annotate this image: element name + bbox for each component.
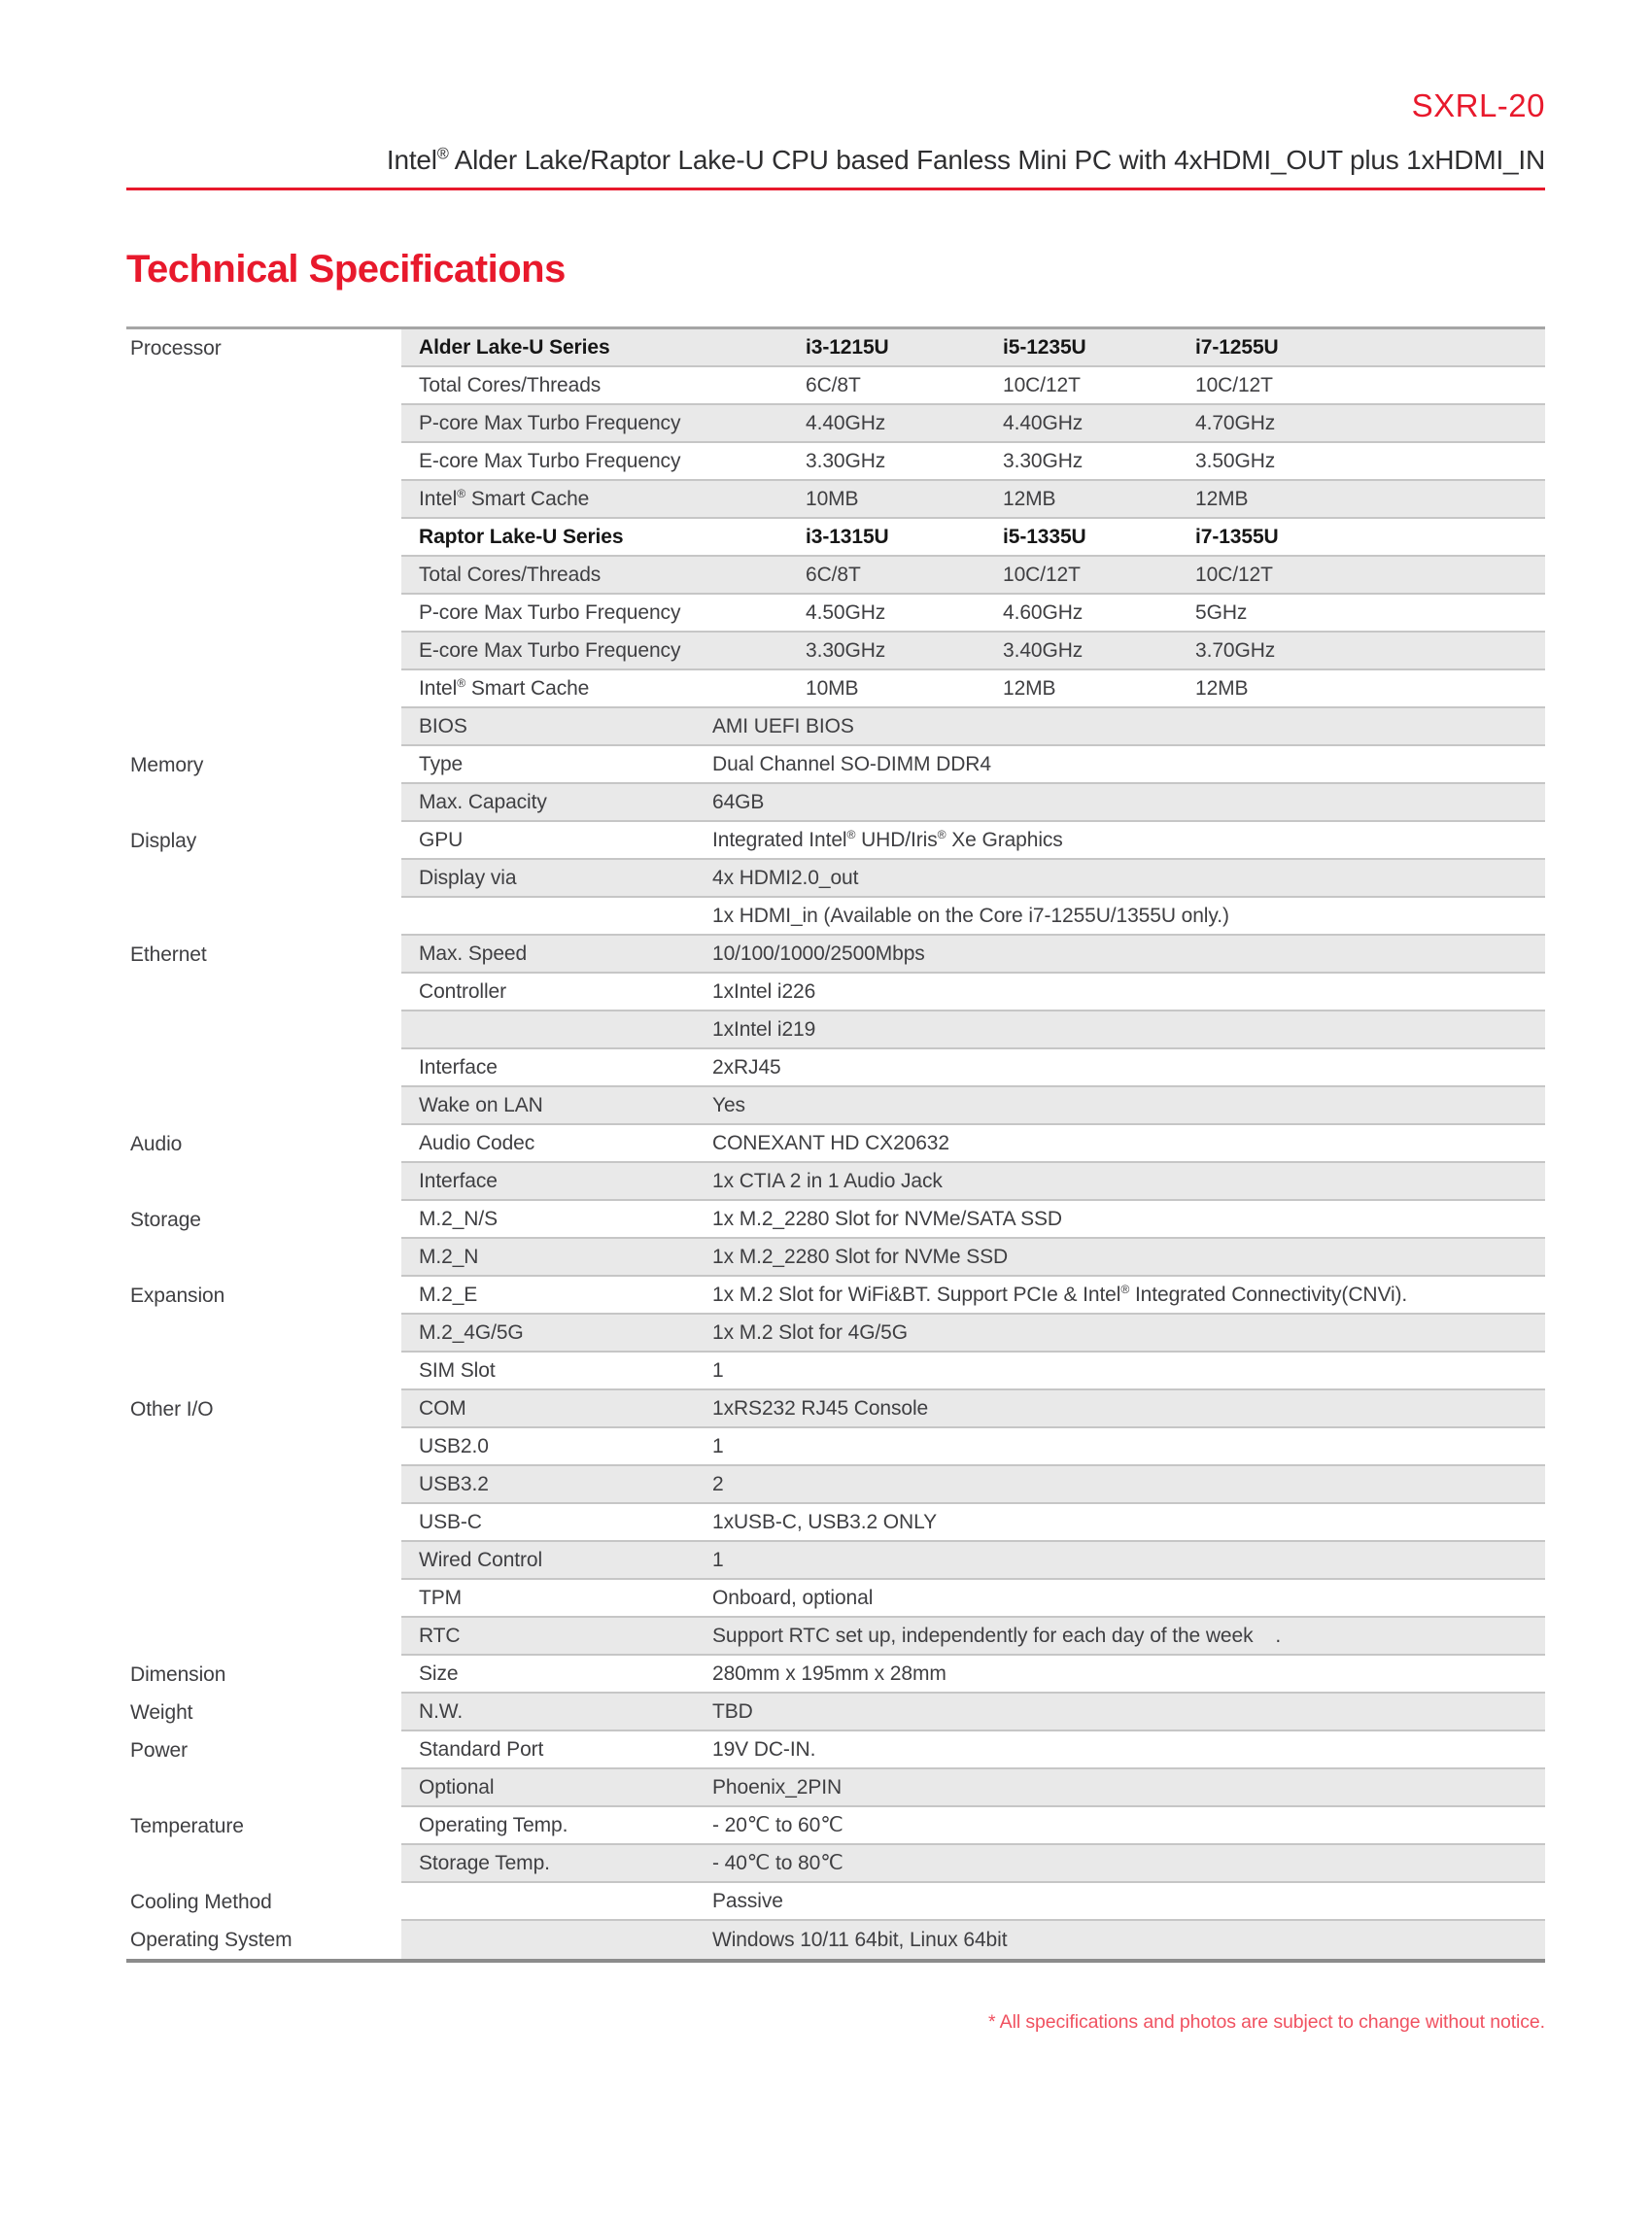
cpu-value: 10C/12T	[1003, 373, 1081, 396]
row-body	[401, 936, 1545, 974]
category-label: Other I/O	[126, 1390, 401, 1428]
table-row	[126, 595, 1545, 633]
table-row	[126, 936, 1545, 974]
spec-value: 2xRJ45	[712, 1055, 781, 1079]
cpu-value: 12MB	[1195, 676, 1249, 700]
spec-value: 1xUSB-C, USB3.2 ONLY	[712, 1510, 938, 1533]
row-body	[401, 1125, 1545, 1163]
table-row	[126, 1807, 1545, 1845]
table-row	[126, 1694, 1545, 1731]
row-body	[401, 670, 1545, 708]
row-body	[401, 1315, 1545, 1353]
spec-label: Display via	[419, 866, 517, 889]
row-body	[401, 1049, 1545, 1087]
row-body	[401, 1807, 1545, 1845]
category-label	[126, 670, 401, 708]
spec-label: BIOS	[419, 714, 467, 737]
table-row	[126, 1239, 1545, 1277]
spec-value: 1x M.2 Slot for 4G/5G	[712, 1320, 908, 1344]
spec-label: Max. Capacity	[419, 790, 547, 813]
row-body	[401, 746, 1545, 784]
row-body	[401, 595, 1545, 633]
category-label: Weight	[126, 1694, 401, 1731]
spec-value: 1x CTIA 2 in 1 Audio Jack	[712, 1169, 943, 1192]
section-title: Technical Specifications	[126, 248, 566, 291]
table-row	[126, 443, 1545, 481]
table-row	[126, 1011, 1545, 1049]
spec-value: - 20℃ to 60℃	[712, 1814, 843, 1836]
spec-value: Windows 10/11 64bit, Linux 64bit	[712, 1928, 1008, 1951]
spec-label: Max. Speed	[419, 942, 528, 965]
spec-label: Interface	[419, 1169, 498, 1192]
row-body	[401, 1201, 1545, 1239]
row-body	[401, 1087, 1545, 1125]
table-row	[126, 898, 1545, 936]
category-label	[126, 1618, 401, 1656]
category-label	[126, 1580, 401, 1618]
product-code: SXRL-20	[1411, 87, 1545, 123]
category-label	[126, 367, 401, 405]
spec-label: Interface	[419, 1055, 498, 1079]
cpu-value: 10C/12T	[1003, 563, 1081, 586]
cpu-value: 4.50GHz	[806, 600, 886, 624]
row-body	[401, 1769, 1545, 1807]
header-divider	[126, 188, 1545, 190]
table-row	[126, 1125, 1545, 1163]
spec-label: Operating Temp.	[419, 1813, 568, 1836]
spec-value: 1x M.2_2280 Slot for NVMe SSD	[712, 1245, 1009, 1268]
row-body	[401, 860, 1545, 898]
spec-value: Integrated Intel® UHD/Iris® Xe Graphics	[712, 827, 1063, 851]
spec-label: Size	[419, 1662, 459, 1685]
table-row	[126, 1618, 1545, 1656]
row-body	[401, 898, 1545, 936]
spec-label: TPM	[419, 1586, 463, 1609]
category-label: Ethernet	[126, 936, 401, 974]
row-body	[401, 481, 1545, 519]
table-row	[126, 974, 1545, 1011]
spec-value: Phoenix_2PIN	[712, 1775, 843, 1799]
spec-value: 1	[712, 1548, 724, 1571]
category-label	[126, 1011, 401, 1049]
category-label	[126, 443, 401, 481]
category-label	[126, 708, 401, 746]
table-row	[126, 1087, 1545, 1125]
cpu-value: 4.60GHz	[1003, 600, 1084, 624]
table-row	[126, 1542, 1545, 1580]
cpu-value: 10MB	[806, 676, 859, 700]
spec-label: USB-C	[419, 1510, 482, 1533]
table-row	[126, 1049, 1545, 1087]
category-label	[126, 898, 401, 936]
footnote: * All specifications and photos are subject to change without notice.	[987, 2011, 1545, 2033]
table-row	[126, 1731, 1545, 1769]
category-label: Expansion	[126, 1277, 401, 1315]
spec-label: N.W.	[419, 1699, 464, 1723]
category-label	[126, 1428, 401, 1466]
category-label	[126, 860, 401, 898]
table-row	[126, 1466, 1545, 1504]
table-row	[126, 822, 1545, 860]
table-row	[126, 1315, 1545, 1353]
row-body	[401, 1011, 1545, 1049]
cpu-value: 4.40GHz	[806, 411, 886, 434]
category-label	[126, 1315, 401, 1353]
row-body	[401, 1428, 1545, 1466]
row-body	[401, 1656, 1545, 1694]
spec-value: - 40℃ to 80℃	[712, 1852, 843, 1874]
cpu-value: 4.40GHz	[1003, 411, 1084, 434]
category-label: Memory	[126, 746, 401, 784]
spec-value: 1	[712, 1358, 724, 1382]
spec-label: Intel® Smart Cache	[419, 675, 590, 700]
spec-value: 10/100/1000/2500Mbps	[712, 942, 925, 965]
spec-value: Passive	[712, 1889, 783, 1912]
cpu-value: 10C/12T	[1195, 373, 1273, 396]
category-label	[126, 633, 401, 670]
row-body	[401, 1921, 1545, 1959]
table-row	[126, 670, 1545, 708]
table-row	[126, 1201, 1545, 1239]
spec-value: 1xRS232 RJ45 Console	[712, 1396, 929, 1420]
category-label: Operating System	[126, 1921, 401, 1959]
spec-value: AMI UEFI BIOS	[712, 714, 854, 737]
cpu-value: 6C/8T	[806, 373, 861, 396]
table-row	[126, 367, 1545, 405]
row-body	[401, 1277, 1545, 1315]
spec-table	[126, 326, 1545, 1963]
cpu-value: 12MB	[1195, 487, 1249, 510]
row-body	[401, 1731, 1545, 1769]
row-body	[401, 1504, 1545, 1542]
spec-value: 280mm x 195mm x 28mm	[712, 1662, 946, 1685]
spec-value: 1x M.2 Slot for WiFi&BT. Support PCIe & Intel® Integrated Connectivity(CNVi).	[712, 1282, 1408, 1306]
category-label	[126, 1087, 401, 1125]
table-row	[126, 633, 1545, 670]
spec-value: Support RTC set up, independently for each day of the week .	[712, 1624, 1282, 1647]
table-row	[126, 1277, 1545, 1315]
category-label: Dimension	[126, 1656, 401, 1694]
spec-value: Yes	[712, 1093, 745, 1116]
row-body	[401, 1466, 1545, 1504]
spec-value: 2	[712, 1472, 724, 1495]
category-label	[126, 519, 401, 557]
category-label	[126, 784, 401, 822]
spec-label: Audio Codec	[419, 1131, 535, 1154]
table-row	[126, 1504, 1545, 1542]
spec-label: Alder Lake-U Series	[419, 335, 610, 359]
row-body	[401, 1580, 1545, 1618]
spec-label: E-core Max Turbo Frequency	[419, 449, 681, 472]
category-label	[126, 481, 401, 519]
cpu-value: 5GHz	[1195, 600, 1248, 624]
category-label: Temperature	[126, 1807, 401, 1845]
row-body	[401, 1883, 1545, 1921]
table-row	[126, 784, 1545, 822]
table-row	[126, 1163, 1545, 1201]
row-body	[401, 1694, 1545, 1731]
spec-label: Total Cores/Threads	[419, 563, 602, 586]
cpu-value: 3.30GHz	[806, 449, 886, 472]
category-label: Cooling Method	[126, 1883, 401, 1921]
cpu-value: i5-1235U	[1003, 335, 1086, 359]
category-label	[126, 1466, 401, 1504]
category-label	[126, 1353, 401, 1390]
spec-label: Storage Temp.	[419, 1851, 550, 1874]
spec-value: CONEXANT HD CX20632	[712, 1131, 949, 1154]
spec-label: P-core Max Turbo Frequency	[419, 411, 681, 434]
spec-label: RTC	[419, 1624, 461, 1647]
cpu-value: 3.70GHz	[1195, 638, 1276, 662]
spec-label: M.2_N	[419, 1245, 479, 1268]
cpu-value: 3.50GHz	[1195, 449, 1276, 472]
table-row	[126, 1845, 1545, 1883]
category-label	[126, 1504, 401, 1542]
spec-label: Intel® Smart Cache	[419, 486, 590, 510]
table-row	[126, 1580, 1545, 1618]
table-row	[126, 1353, 1545, 1390]
row-body	[401, 1390, 1545, 1428]
table-row	[126, 1656, 1545, 1694]
cpu-value: i3-1315U	[806, 525, 889, 548]
table-row	[126, 860, 1545, 898]
row-body	[401, 1353, 1545, 1390]
spec-sheet-page	[0, 89, 1652, 2034]
spec-value: 64GB	[712, 790, 765, 813]
spec-label: M.2_E	[419, 1283, 478, 1306]
category-label: Power	[126, 1731, 401, 1769]
row-body	[401, 1542, 1545, 1580]
row-body	[401, 367, 1545, 405]
spec-label: Type	[419, 752, 464, 775]
table-row	[126, 329, 1545, 367]
spec-label: Standard Port	[419, 1737, 544, 1761]
row-body	[401, 329, 1545, 367]
spec-label: Controller	[419, 979, 507, 1003]
spec-label: Wired Control	[419, 1548, 543, 1571]
category-label	[126, 974, 401, 1011]
category-label	[126, 595, 401, 633]
table-row	[126, 519, 1545, 557]
table-row	[126, 1883, 1545, 1921]
spec-value: 1	[712, 1434, 724, 1457]
spec-label: COM	[419, 1396, 466, 1420]
category-label	[126, 1163, 401, 1201]
category-label: Audio	[126, 1125, 401, 1163]
spec-label: M.2_4G/5G	[419, 1320, 524, 1344]
table-row	[126, 557, 1545, 595]
product-subtitle: Intel® Alder Lake/Raptor Lake-U CPU based Fanless Mini PC with 4xHDMI_OUT plus 1xHDMI_IN	[386, 145, 1545, 175]
row-body	[401, 784, 1545, 822]
category-label	[126, 1845, 401, 1883]
spec-value: 1x HDMI_in (Available on the Core i7-1255U/1355U only.)	[712, 904, 1229, 927]
cpu-value: i7-1255U	[1195, 335, 1279, 359]
cpu-value: 10C/12T	[1195, 563, 1273, 586]
spec-label: E-core Max Turbo Frequency	[419, 638, 681, 662]
cpu-value: 10MB	[806, 487, 859, 510]
row-body	[401, 974, 1545, 1011]
spec-label: USB2.0	[419, 1434, 489, 1457]
cpu-value: 6C/8T	[806, 563, 861, 586]
spec-value: 19V DC-IN.	[712, 1737, 816, 1761]
cpu-value: i5-1335U	[1003, 525, 1086, 548]
row-body	[401, 519, 1545, 557]
row-body	[401, 405, 1545, 443]
category-label: Storage	[126, 1201, 401, 1239]
table-row	[126, 746, 1545, 784]
spec-value: 1x M.2_2280 Slot for NVMe/SATA SSD	[712, 1207, 1062, 1230]
row-body	[401, 1239, 1545, 1277]
spec-label: SIM Slot	[419, 1358, 496, 1382]
spec-value: Dual Channel SO-DIMM DDR4	[712, 752, 991, 775]
category-label	[126, 1542, 401, 1580]
cpu-value: i7-1355U	[1195, 525, 1279, 548]
spec-label: Wake on LAN	[419, 1093, 543, 1116]
spec-value: Onboard, optional	[712, 1586, 874, 1609]
page-header	[126, 89, 1545, 174]
cpu-value: 3.40GHz	[1003, 638, 1084, 662]
category-label	[126, 557, 401, 595]
category-label: Display	[126, 822, 401, 860]
category-label	[126, 1769, 401, 1807]
spec-label: Raptor Lake-U Series	[419, 525, 624, 548]
spec-value: TBD	[712, 1699, 753, 1723]
table-row	[126, 1769, 1545, 1807]
spec-label: M.2_N/S	[419, 1207, 498, 1230]
spec-label: P-core Max Turbo Frequency	[419, 600, 681, 624]
spec-label: GPU	[419, 828, 464, 851]
category-label	[126, 405, 401, 443]
table-row	[126, 1390, 1545, 1428]
category-label	[126, 1239, 401, 1277]
cpu-value: 4.70GHz	[1195, 411, 1276, 434]
category-label	[126, 1049, 401, 1087]
table-row	[126, 405, 1545, 443]
table-row	[126, 708, 1545, 746]
category-label: Processor	[126, 329, 401, 367]
table-row	[126, 481, 1545, 519]
row-body	[401, 822, 1545, 860]
cpu-value: 3.30GHz	[1003, 449, 1084, 472]
cpu-value: 3.30GHz	[806, 638, 886, 662]
spec-value: 1xIntel i219	[712, 1017, 816, 1041]
row-body	[401, 1845, 1545, 1883]
row-body	[401, 1618, 1545, 1656]
spec-label: USB3.2	[419, 1472, 489, 1495]
table-row	[126, 1921, 1545, 1959]
cpu-value: 12MB	[1003, 487, 1056, 510]
spec-label: Optional	[419, 1775, 495, 1799]
row-body	[401, 557, 1545, 595]
cpu-value: i3-1215U	[806, 335, 889, 359]
table-row	[126, 1428, 1545, 1466]
spec-value: 4x HDMI2.0_out	[712, 866, 859, 889]
row-body	[401, 1163, 1545, 1201]
row-body	[401, 443, 1545, 481]
row-body	[401, 708, 1545, 746]
row-body	[401, 633, 1545, 670]
spec-label: Total Cores/Threads	[419, 373, 602, 396]
cpu-value: 12MB	[1003, 676, 1056, 700]
spec-value: 1xIntel i226	[712, 979, 816, 1003]
